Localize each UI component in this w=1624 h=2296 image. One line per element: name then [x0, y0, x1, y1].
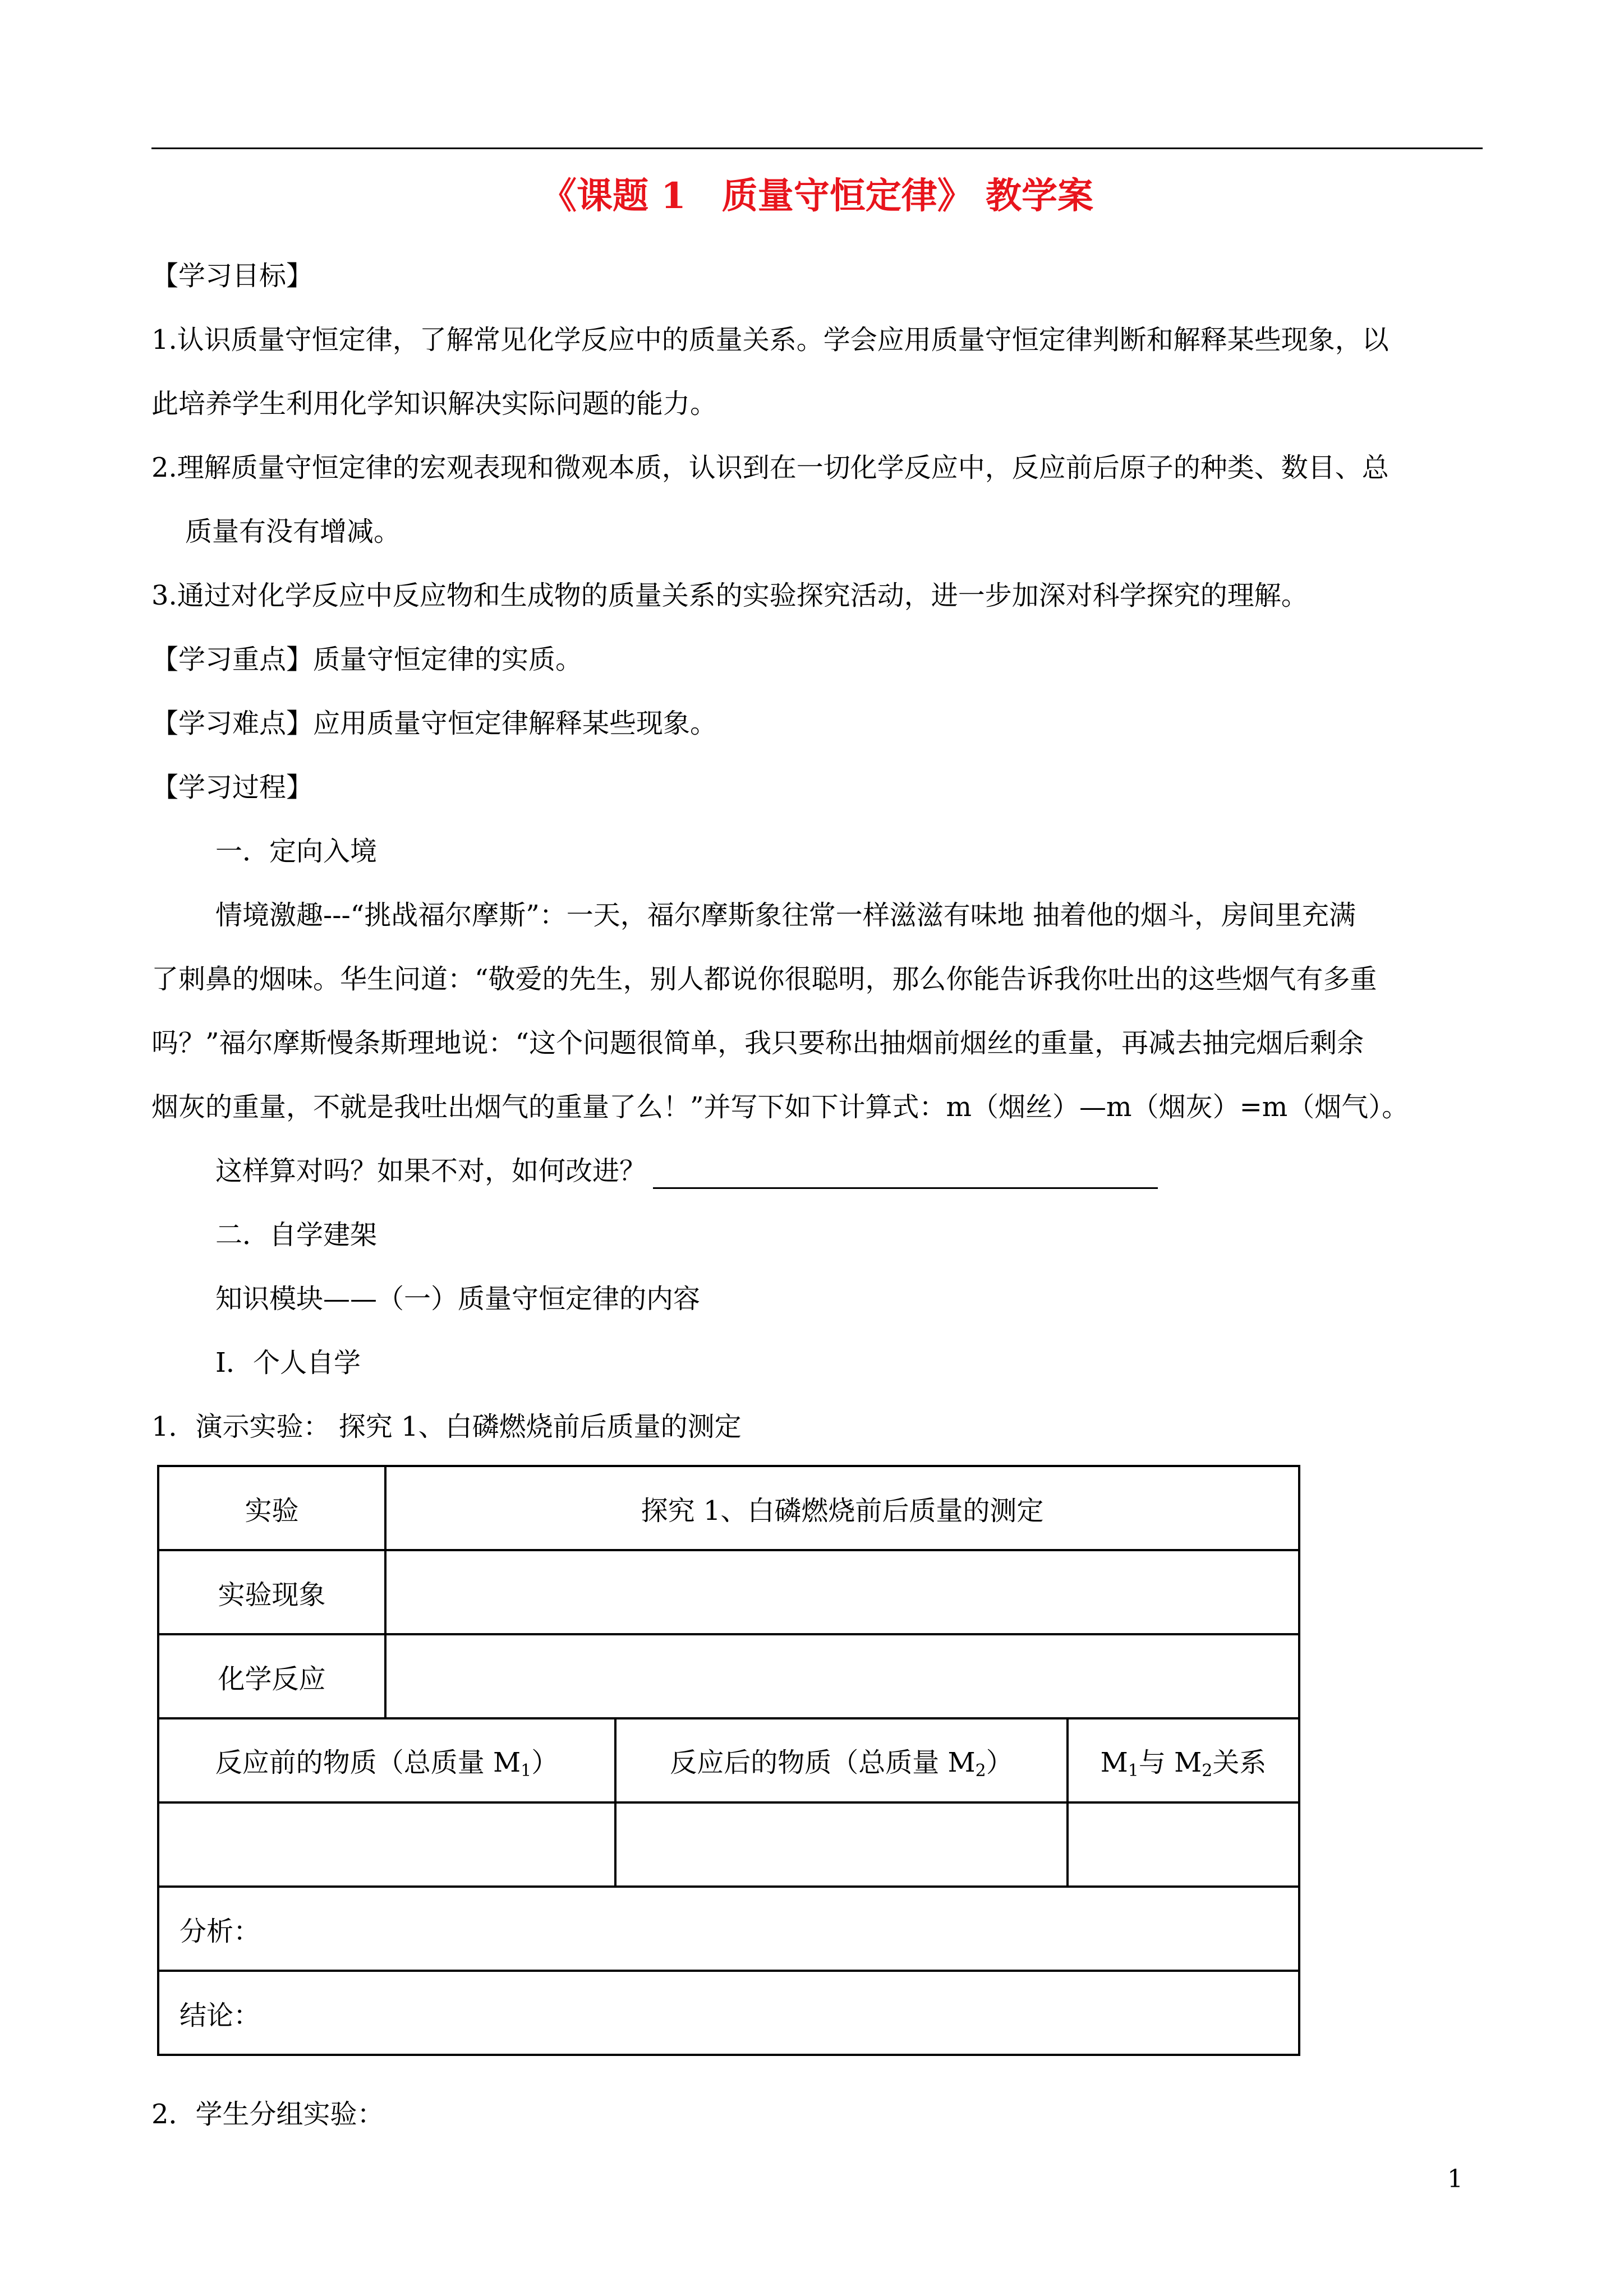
header-after-end: ） [986, 1746, 1013, 1778]
header-relation-sub1: 1 [1128, 1760, 1139, 1781]
header-rule [151, 147, 1483, 149]
header-relation-c: 关系 [1212, 1746, 1267, 1778]
header-before [158, 1718, 615, 1802]
story-line-4: 烟灰的重量，不就是我吐出烟气的重量了么！”并写下如下计算式：m（烟丝）—m（烟灰）=m（烟气）。 [151, 1091, 1409, 1123]
story-line-1: 情境激趣---“挑战福尔摩斯”：一天，福尔摩斯象往常一样滋滋有味地 抽着他的烟斗，房间里充满 [215, 900, 1356, 931]
story-line-2: 了刺鼻的烟味。华生问道：“敬爱的先生，别人都说你很聪明，那么你能告诉我你吐出的这些烟气有多重 [151, 963, 1377, 995]
header-relation [1068, 1718, 1299, 1802]
header-relation-b: 与 M [1138, 1746, 1202, 1778]
before-mass-cell[interactable] [158, 1802, 615, 1887]
table-row [158, 1971, 1299, 2055]
experiment-table [157, 1465, 1300, 2056]
table-row [158, 1550, 1299, 1634]
row-label-reaction: 化学反应 [158, 1634, 385, 1718]
story-line-3: 吗？”福尔摩斯慢条斯理地说：“这个问题很简单，我只要称出抽烟前烟丝的重量，再减去抽完烟后剩余 [151, 1027, 1364, 1059]
difficulty: 【学习难点】应用质量守恒定律解释某些现象。 [151, 708, 717, 739]
header-before-sub: 1 [521, 1760, 532, 1781]
key-point: 【学习重点】质量守恒定律的实质。 [151, 644, 583, 675]
question-text: 这样算对吗？如果不对，如何改进？ [215, 1155, 647, 1187]
header-relation-sub2: 2 [1202, 1760, 1213, 1781]
question-line [215, 1153, 1158, 1189]
header-before-end: ） [531, 1746, 559, 1778]
row-label-phenomenon: 实验现象 [158, 1550, 385, 1634]
experiment-name-cell: 探究 1、白磷燃烧前后质量的测定 [385, 1466, 1299, 1550]
module-heading: 知识模块——（一）质量守恒定律的内容 [215, 1283, 701, 1315]
after-mass-cell[interactable] [615, 1802, 1068, 1887]
section-1-heading: 一．定向入境 [215, 836, 378, 867]
table-row [158, 1466, 1299, 1550]
objective-3: 3.通过对化学反应中反应物和生成物的质量关系的实验探究活动，进一步加深对科学探究的理解。 [151, 580, 1308, 611]
relation-cell[interactable] [1068, 1802, 1299, 1887]
table-row [158, 1887, 1299, 1971]
header-after [615, 1718, 1068, 1802]
header-after-text: 反应后的物质（总质量 M [670, 1746, 976, 1778]
conclusion-cell[interactable]: 结论： [158, 1971, 1299, 2055]
self-study-heading: Ⅰ．个人自学 [215, 1347, 361, 1378]
demo-heading: 1．演示实验： 探究 1、白磷燃烧前后质量的测定 [151, 1411, 742, 1442]
section-2-heading: 二．自学建架 [215, 1219, 378, 1251]
answer-blank[interactable] [653, 1159, 1158, 1189]
header-before-text: 反应前的物质（总质量 M [215, 1746, 521, 1778]
header-relation-a: M [1100, 1746, 1128, 1778]
reaction-cell[interactable] [385, 1634, 1299, 1718]
objective-2-line-1: 2.理解质量守恒定律的宏观表现和微观本质，认识到在一切化学反应中，反应前后原子的种类、数目、总 [151, 452, 1389, 483]
process-heading: 【学习过程】 [151, 772, 314, 803]
analysis-cell[interactable]: 分析： [158, 1887, 1299, 1971]
table-row [158, 1634, 1299, 1718]
row-label-experiment: 实验 [158, 1466, 385, 1550]
objective-1-line-2: 此培养学生利用化学知识解决实际问题的能力。 [151, 388, 717, 419]
table-row [158, 1802, 1299, 1887]
phenomenon-cell[interactable] [385, 1550, 1299, 1634]
header-after-sub: 2 [975, 1760, 986, 1781]
page-title: 《课题 1 质量守恒定律》 教学案 [540, 175, 1094, 217]
objective-2-line-2: 质量有没有增减。 [185, 516, 401, 547]
objective-1-line-1: 1.认识质量守恒定律，了解常见化学反应中的质量关系。学会应用质量守恒定律判断和解释某些现象，以 [151, 324, 1389, 356]
table-row [158, 1718, 1299, 1802]
objectives-heading: 【学习目标】 [151, 260, 314, 292]
group-experiment-heading: 2．学生分组实验： [151, 2099, 384, 2130]
page-number: 1 [1447, 2165, 1463, 2193]
